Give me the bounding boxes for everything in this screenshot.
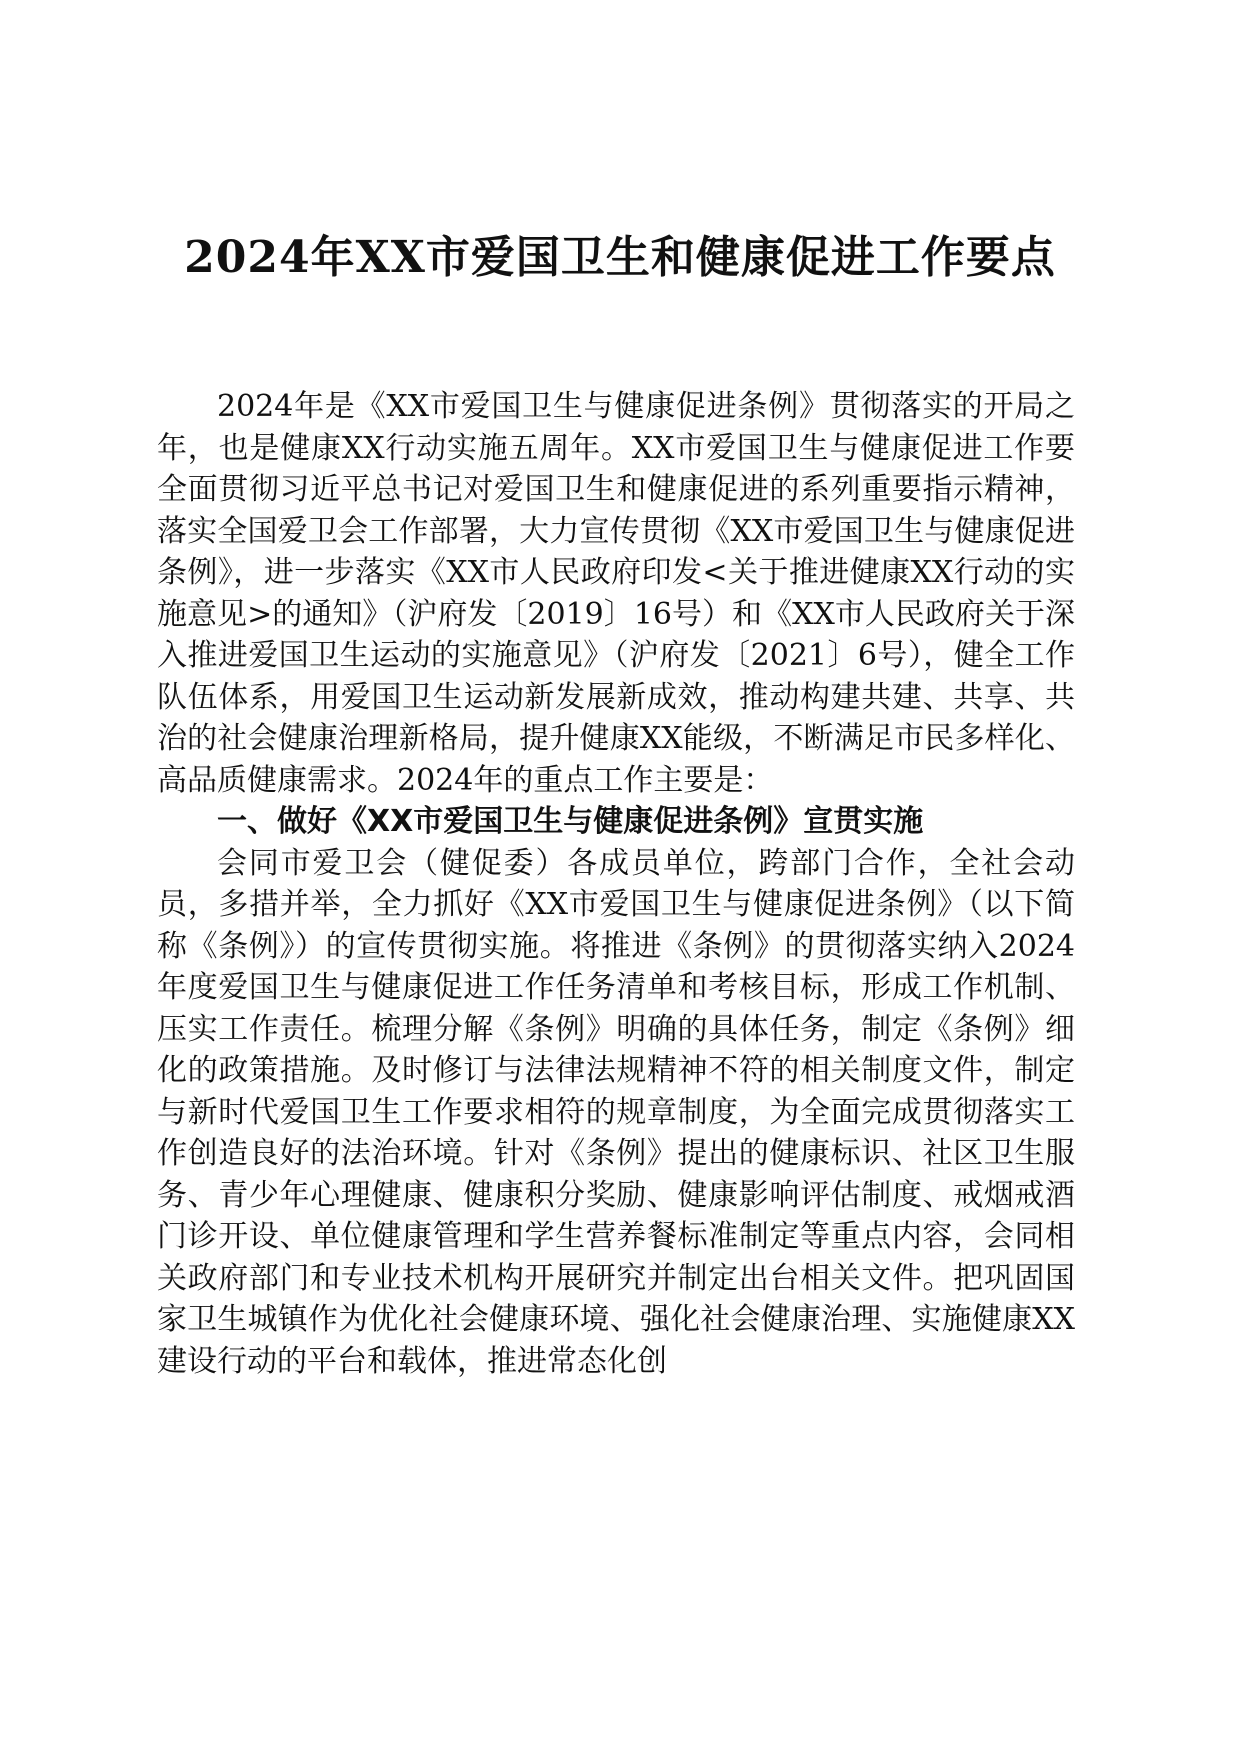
section-1-paragraph: 会同市爱卫会（健促委）各成员单位，跨部门合作，全社会动员，多措并举，全力抓好《XX市爱国卫生与健康促进条例》（以下简称《条例》）的宣传贯彻实施。将推进《条例》的贯彻落实纳入2024年度爱国卫生与健康促进工作任务清单和考核目标，形成工作机制、压实工作责任。梳理分解《条例》明确的具体任务，制定《条例》细化的政策措施。及时修订与法律法规精神不符的相关制度文件，制定与新时代爱国卫生工作要求相符的规章制度，为全面完成贯彻落实工作创造良好的法治环境。针对《条例》提出的健康标识、社区卫生服务、青少年心理健康、健康积分奖励、健康影响评估制度、戒烟戒酒门诊开设、单位健康管理和学生营养餐标准制定等重点内容，会同相关政府部门和专业技术机构开展研究并制定出台相关文件。把巩固国家卫生城镇作为优化社会健康环境、强化社会健康治理、实施健康XX建设行动的平台和载体，推进常态化创	[157, 845, 1075, 1379]
section-1-heading: 一、做好《XX市爱国卫生与健康促进条例》宣贯实施	[217, 804, 924, 839]
document-body	[157, 386, 1075, 1382]
intro-paragraph: 2024年是《XX市爱国卫生与健康促进条例》贯彻落实的开局之年，也是健康XX行动实施五周年。XX市爱国卫生与健康促进工作要全面贯彻习近平总书记对爱国卫生和健康促进的系列重要指示精神，落实全国爱卫会工作部署，大力宣传贯彻《XX市爱国卫生与健康促进条例》，进一步落实《XX市人民政府印发<关于推进健康XX行动的实施意见>的通知》（沪府发〔2019〕16号）和《XX市人民政府关于深入推进爱国卫生运动的实施意见》（沪府发〔2021〕6号），健全工作队伍体系，用爱国卫生运动新发展新成效，推动构建共建、共享、共治的社会健康治理新格局，提升健康XX能级，不断满足市民多样化、高品质健康需求。2024年的重点工作主要是：	[157, 389, 1075, 798]
document-title: 2024年XX市爱国卫生和健康促进工作要点	[184, 232, 1056, 283]
